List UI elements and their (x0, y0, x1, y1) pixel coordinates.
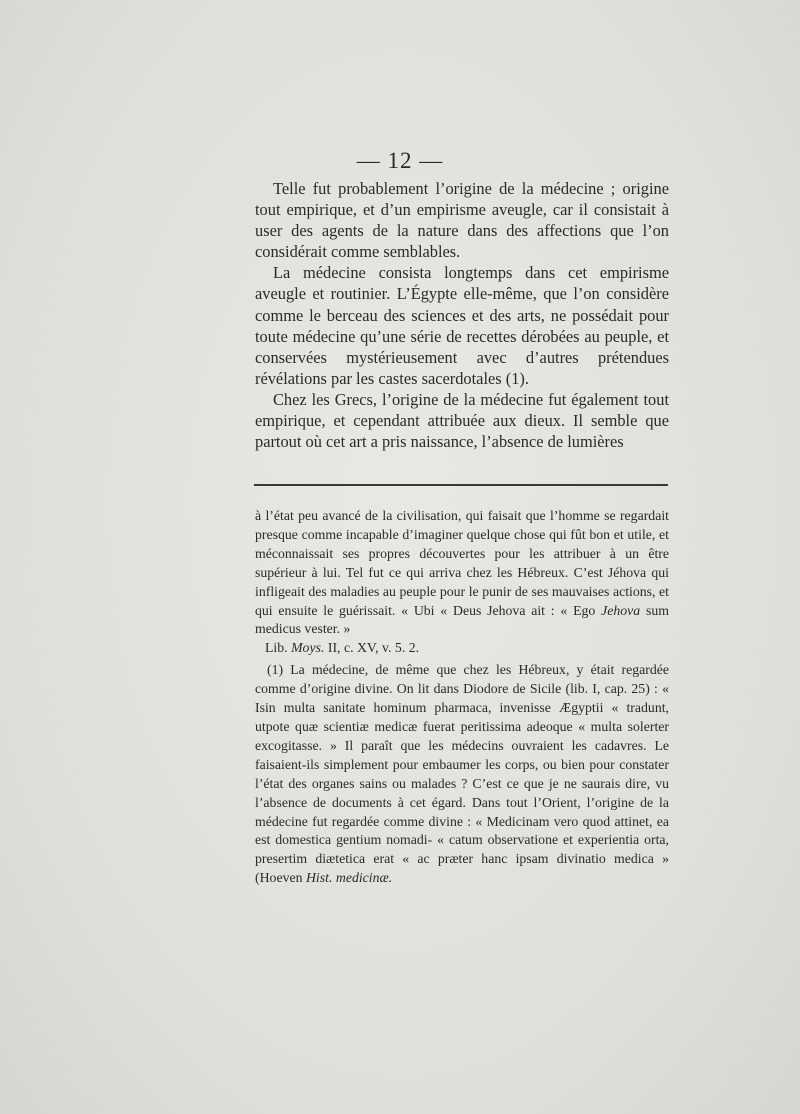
main-text (255, 178, 669, 452)
footnote-reference: Lib. Moys. II, c. XV, v. 5. 2. (265, 640, 420, 656)
footnotes (255, 507, 669, 888)
footnote-separator (254, 484, 668, 486)
body-paragraph-2: La médecine consista longtemps dans cet empirisme aveugle et routinier. L’Égypte elle-même, que l’on considère comme le berceau des sciences et des arts, ne possédait pour toute médecine qu’une série de recettes dérobées au peuple, et conservées mystérieusement avec d’autres prétendues révélations par les castes sacerdotales (1). (255, 263, 669, 388)
footnote-1: (1) La médecine, de même que chez les Hébreux, y était regardée comme d’origine divine. On lit dans Diodore de Sicile (lib. I, cap. 25) : « Isin multa sanitate hominum pharmaca, invenisse Ægyptii « tradunt, utpote quæ scientiæ medicæ fuerat peritissima adeoque « multa solerter excogitasse. » Il paraît que les médecins ouvraient les cadavres. Le faisaient-ils simplement pour embaumer les corps, ou bien pour constater l’état des organes sains ou malades ? C’est ce que je ne saurais dire, vu l’absence de documents à cet égard. Dans tout l’Orient, l’origine de la médecine fut regardée comme divine : « Medicinam vero quod attinet, ea est domestica gentium nomadi- « catum observatione et experientia orta, presertim diætetica erat « ac præter hanc ipsam divinatio medica » (Hoeven Hist. medicinæ. (255, 662, 669, 886)
body-paragraph-1: Telle fut probablement l’origine de la médecine ; origine tout empirique, et d’un empirisme aveugle, car il consistait à user des agents de la nature dans des affections que l’on considérait comme semblables. (255, 179, 669, 262)
page-number: — 12 — (356, 148, 444, 173)
body-paragraph-3: Chez les Grecs, l’origine de la médecine fut également tout empirique, et cependant attribuée aux dieux. Il semble que partout où cet art a pris naissance, l’absence de lumières (255, 389, 669, 452)
footnote-continued: à l’état peu avancé de la civilisation, qui faisait que l’homme se regardait presque comme incapable d’imaginer quelque chose qui fût bon et utile, et méconnaissait ses propres découvertes pour les attribuer à un être supérieur à lui. Tel fut ce qui arriva chez les Hébreux. C’est Jéhova qui infligeait des maladies au peuple pour le punir de ses mauvaises actions, et qui ensuite le guérissait. « Ubi « Deus Jehova ait : « Ego Jehova sum medicus vester. » (255, 508, 670, 637)
